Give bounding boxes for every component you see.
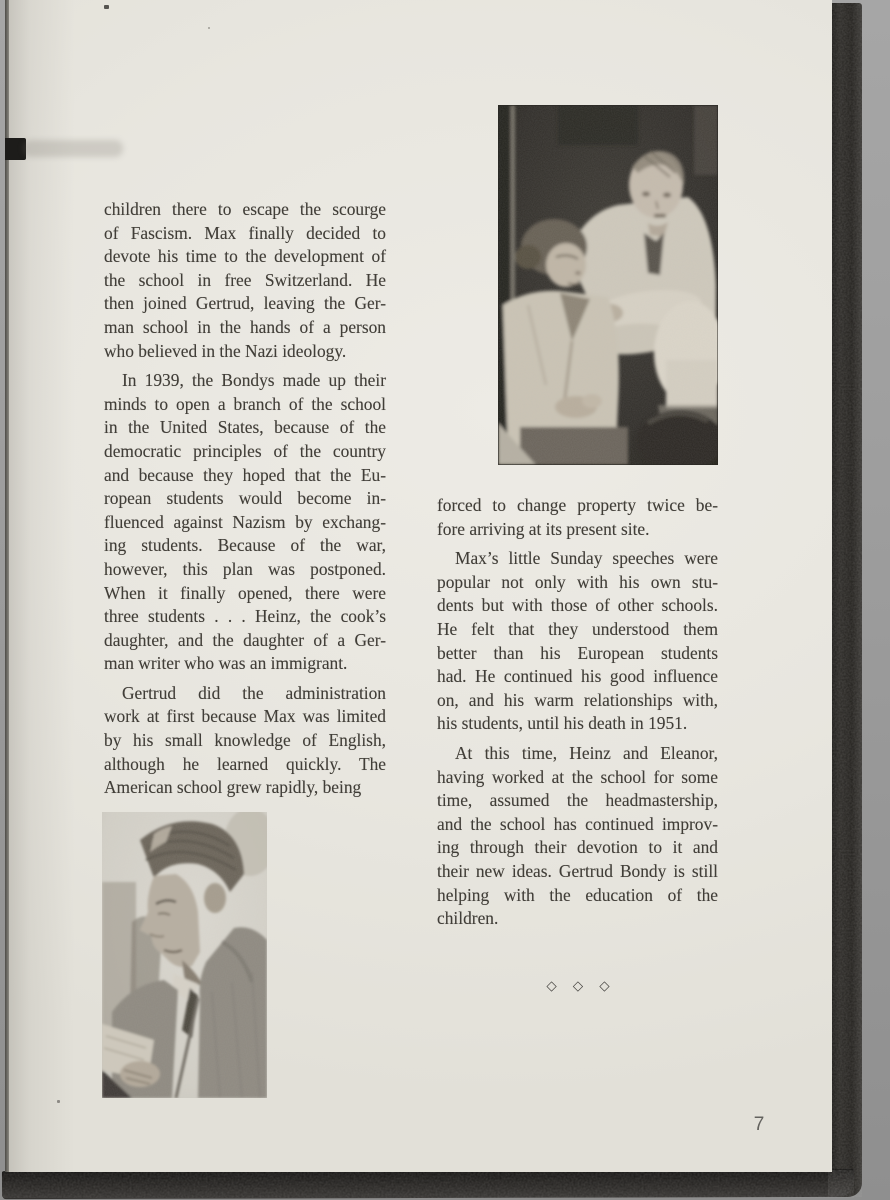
text-line: He felt that they understood them: [437, 618, 718, 639]
text-line: who believed in the Nazi ideology.: [104, 340, 347, 361]
text-line: forced to change property twice be-: [437, 495, 718, 515]
text-line: Gertrud did the administration: [122, 682, 386, 703]
text-line: of Fascism. Max finally decided to: [104, 222, 386, 243]
text-column-left: [104, 198, 386, 806]
text-line: then joined Gertrud, leaving the Ger-: [104, 293, 386, 314]
text-line: daughter, and the daughter of a Ger-: [104, 629, 386, 650]
text-line: popular not only with his own stu-: [437, 571, 718, 592]
dust-speck: [57, 1100, 60, 1103]
text-line: helping with the education of the: [437, 884, 718, 905]
dust-speck: [104, 5, 109, 9]
text-line: man writer who was an immigrant.: [104, 653, 348, 674]
paragraph: [437, 742, 718, 931]
paragraph: [104, 369, 386, 676]
text-line: At this time, Heinz and Eleanor,: [455, 742, 718, 763]
text-line: although he learned quickly. The: [104, 753, 386, 774]
text-line: ing students. Because of the war,: [104, 535, 386, 556]
text-line: their new ideas. Gertrud Bondy is still: [437, 860, 718, 881]
paragraph: [104, 198, 386, 363]
photo-couple: [498, 105, 718, 465]
diamond-ornament-icon: ◇: [599, 978, 610, 994]
text-line: American school grew rapidly, being: [104, 777, 362, 798]
dust-speck: [208, 27, 210, 29]
text-line: and because they hoped that the Eu-: [104, 464, 386, 485]
diamond-ornament-icon: ◇: [546, 978, 557, 994]
text-line: In 1939, the Bondys made up their: [122, 370, 386, 391]
text-line: however, this plan was postponed.: [104, 558, 386, 579]
text-line: in the United States, because of the: [104, 417, 386, 438]
text-line: better than his European students: [437, 642, 718, 663]
paragraph: [104, 682, 386, 800]
text-line: dents but with those of other schools.: [437, 595, 718, 616]
paragraph: [437, 547, 718, 736]
paragraph: [437, 494, 718, 541]
section-ornament: [428, 978, 728, 994]
text-line: the school in free Switzerland. He: [104, 269, 386, 290]
text-line: children there to escape the scourge: [104, 199, 386, 219]
diamond-ornament-icon: ◇: [572, 978, 584, 994]
page-number: 7: [753, 1114, 765, 1135]
photo-man-reading: [102, 812, 267, 1098]
text-column-right: [437, 494, 718, 937]
text-line: his students, until his death in 1951.: [437, 713, 688, 734]
smudge: [23, 140, 123, 157]
gutter-shadow: [5, 0, 75, 1172]
text-line: devote his time to the development of: [104, 246, 386, 267]
text-line: children.: [437, 908, 499, 929]
page-left-edge: [5, 0, 9, 1172]
text-line: fore arriving at its present site.: [437, 518, 650, 539]
text-line: ing through their devotion to it and: [437, 837, 718, 858]
text-line: three students . . . Heinz, the cook’s: [104, 606, 386, 627]
text-line: ropean students would become in-: [104, 488, 386, 509]
book-cover-edge-right: [828, 3, 862, 1197]
text-line: time, assumed the headmastership,: [437, 790, 718, 811]
text-line: fluenced against Nazism by exchang-: [104, 511, 386, 532]
text-line: on, and his warm relationships with,: [437, 689, 718, 710]
book-cover-edge-bottom: [2, 1169, 854, 1199]
text-line: having worked at the school for some: [437, 766, 718, 787]
text-line: by his small knowledge of English,: [104, 730, 386, 751]
text-line: minds to open a branch of the school: [104, 393, 386, 414]
text-line: Max’s little Sunday speeches were: [455, 548, 718, 569]
text-line: had. He continued his good influence: [437, 666, 718, 687]
text-line: work at first because Max was limited: [104, 706, 386, 727]
text-line: man school in the hands of a person: [104, 316, 386, 337]
text-line: and the school has continued improv-: [437, 813, 718, 834]
text-line: When it finally opened, there were: [104, 582, 386, 603]
text-line: democratic principles of the country: [104, 440, 386, 461]
